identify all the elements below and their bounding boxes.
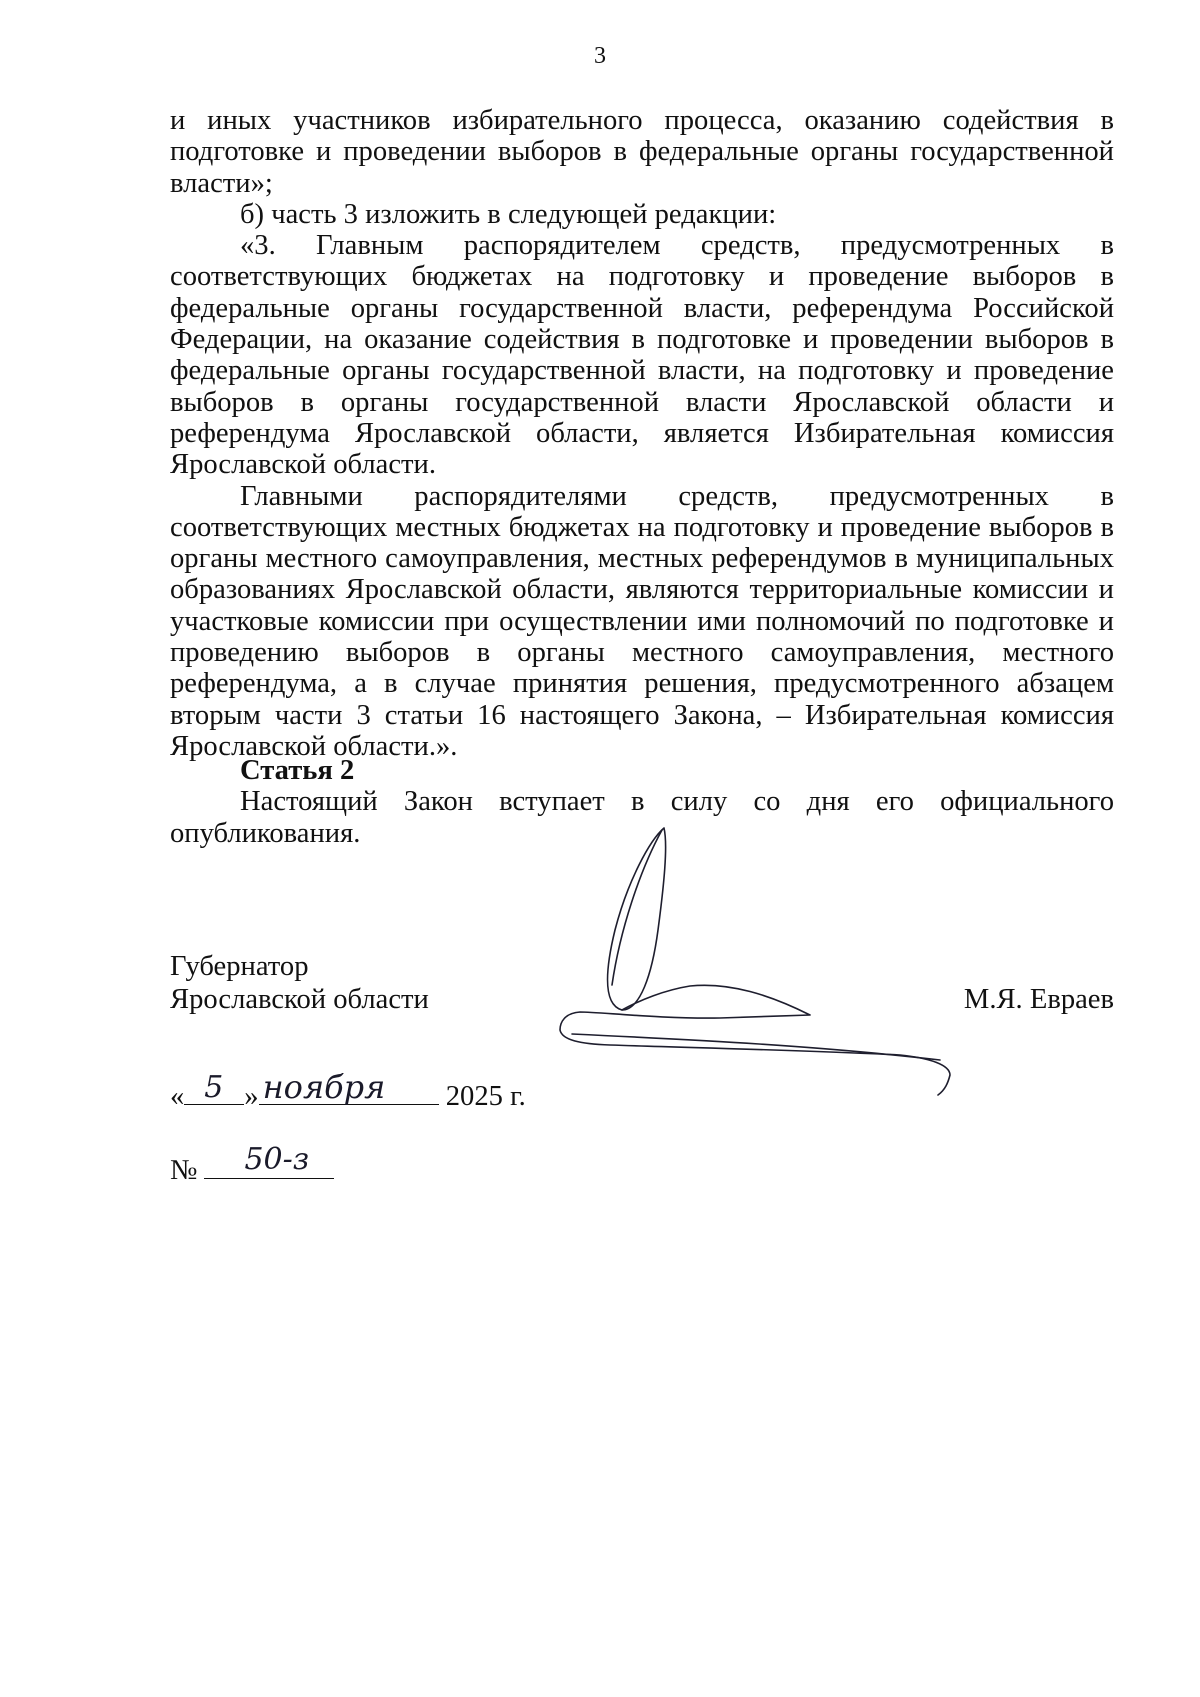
- date-year: 2025 г.: [445, 1081, 526, 1112]
- date-month: ноября: [262, 1068, 386, 1106]
- date-day: 5: [204, 1070, 224, 1105]
- article-text: Настоящий Закон вступает в силу со дня его официального опубликования.: [170, 786, 1114, 849]
- paragraph: б) часть 3 изложить в следующей редакции:: [240, 198, 777, 230]
- law-number-value: 50-з: [244, 1142, 310, 1177]
- paragraph: «3. Главным распорядителем средств, предусмотренных в соответствующих бюджетах на подготовку и проведение выборов в федеральные органы государственной власти, референдума Российской Федерации, на оказание содействия в подготовке и проведении выборов в федеральные органы государственной власти, на подготовку и проведение выборов в органы государственной власти Ярославской области и референдума Ярославской области, является Избирательная комиссия Ярославской области.: [170, 230, 1114, 481]
- signatory-title-line: Губернатор: [170, 951, 309, 982]
- signing-date: [170, 1068, 526, 1113]
- law-number: [170, 1142, 334, 1187]
- signatory-name: М.Я. Евраев: [963, 984, 1114, 1015]
- law-number-field: [204, 1142, 334, 1179]
- paragraph: и иных участников избирательного процесса, оказанию содействия в подготовке и проведении выборов в федеральные органы государственной власти»;: [170, 105, 1114, 199]
- date-day-field: [184, 1070, 244, 1105]
- paragraph: Главными распорядителями средств, предусмотренных в соответствующих местных бюджетах на подготовку и проведение выборов в органы местного самоуправления, местных референдумов в муниципальных образованиях Ярославской области, являются территориальные комиссии и участковые комиссии при осуществлении ими полномочий по подготовке и проведению выборов в органы местного самоуправления, местного референдума, а в случае принятия решения, предусмотренного абзацем вторым части 3 статьи 16 настоящего Закона, – Избирательная комиссия Ярославской области.».: [170, 480, 1114, 762]
- law-number-prefix: №: [170, 1155, 198, 1186]
- date-open-quote: «: [170, 1081, 185, 1112]
- article-heading: Статья 2: [240, 755, 355, 786]
- page-number: 3: [594, 43, 606, 69]
- signatory-title-line: Ярославской области: [170, 984, 429, 1015]
- date-month-field: [259, 1068, 439, 1106]
- date-close-quote: »: [244, 1081, 259, 1112]
